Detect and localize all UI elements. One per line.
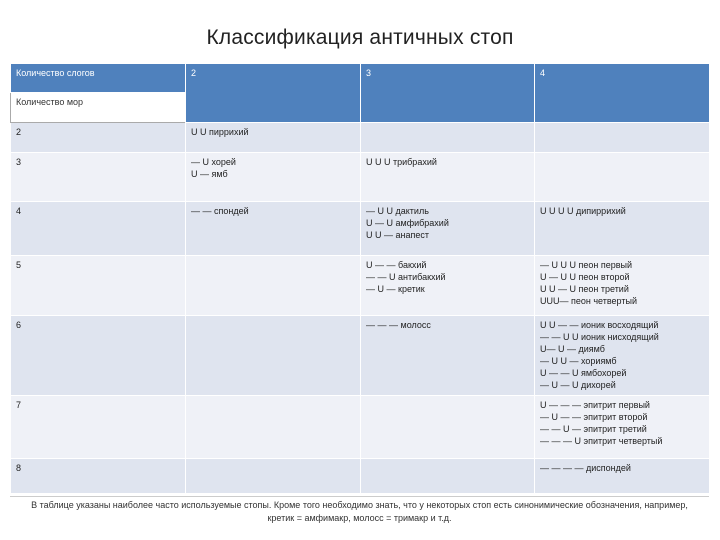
foot-cell [186, 459, 361, 494]
footnote-line: В таблице указаны наиболее часто используемые стопы. Кроме того необходимо знать, что у некоторых стоп есть синонимические обозначения, например, [31, 500, 688, 510]
table-row [11, 256, 710, 316]
foot-entry: U U — — ионик восходящий [540, 320, 659, 330]
foot-cell [361, 316, 535, 396]
foot-entry: — — — молосс [366, 320, 431, 330]
foot-entry: — — U U ионик нисходящий [540, 332, 659, 342]
foot-cell [361, 459, 535, 494]
mora-count-cell: 2 [11, 123, 186, 153]
foot-cell [535, 459, 710, 494]
foot-entry: U — U U пеон второй [540, 272, 630, 282]
foot-cell [535, 153, 710, 202]
foot-entry: UUU— пеон четвертый [540, 296, 637, 306]
table-row [11, 202, 710, 256]
foot-cell [535, 202, 710, 256]
foot-entry: U U U трибрахий [366, 157, 437, 167]
foot-entry: — U — кретик [366, 284, 425, 294]
foot-entry: — U хорей [191, 157, 236, 167]
column-header: 4 [535, 64, 710, 123]
foot-entry: — U U дактиль [366, 206, 429, 216]
foot-cell [535, 256, 710, 316]
column-header: 2 [186, 64, 361, 123]
mora-count-cell: 6 [11, 316, 186, 396]
page-title: Классификация античных стоп [206, 26, 514, 49]
foot-entry: U — — U ямбохорей [540, 368, 627, 378]
foot-entry: U U пиррихий [191, 127, 249, 137]
table-row [11, 153, 710, 202]
foot-entry: — — U — эпитрит третий [540, 424, 647, 434]
foot-entry: U — ямб [191, 169, 228, 179]
foot-cell [361, 123, 535, 153]
syllables-header: Количество слогов [11, 64, 186, 93]
foot-entry: — — спондей [191, 206, 249, 216]
mora-count-cell: 4 [11, 202, 186, 256]
foot-cell [535, 316, 710, 396]
foot-cell [186, 396, 361, 459]
column-header: 3 [361, 64, 535, 123]
mora-count-cell: 3 [11, 153, 186, 202]
foot-entry: — — — U эпитрит четвертый [540, 436, 663, 446]
foot-entry: U U U U дипиррихий [540, 206, 626, 216]
foot-entry: — — — — диспондей [540, 463, 631, 473]
foot-entry: — U U — хориямб [540, 356, 617, 366]
foot-entry: U— U — диямб [540, 344, 605, 354]
mora-count-cell: 5 [11, 256, 186, 316]
footnote-line: кретик = амфимакр, молосс = тримакр и т.д. [267, 513, 452, 523]
footnote [10, 496, 709, 525]
foot-cell [535, 396, 710, 459]
mora-header: Количество мор [11, 93, 186, 123]
table-header-row-syllables [11, 64, 710, 93]
mora-count-cell: 7 [11, 396, 186, 459]
foot-entry: U — — бакхий [366, 260, 427, 270]
mora-count-cell: 8 [11, 459, 186, 494]
foot-entry: U — — — эпитрит первый [540, 400, 650, 410]
foot-entry: — — U антибакхий [366, 272, 446, 282]
foot-cell [186, 123, 361, 153]
foot-cell [361, 396, 535, 459]
foot-entry: U — U амфибрахий [366, 218, 449, 228]
table-row [11, 459, 710, 494]
foot-cell [186, 256, 361, 316]
foot-entry: — U — U дихорей [540, 380, 616, 390]
foot-cell [361, 256, 535, 316]
foot-cell [361, 202, 535, 256]
foot-cell [186, 202, 361, 256]
feet-classification-table [10, 63, 710, 494]
table-row [11, 123, 710, 153]
foot-entry: U U — U пеон третий [540, 284, 629, 294]
foot-cell [361, 153, 535, 202]
foot-entry: — U U U пеон первый [540, 260, 633, 270]
table-row [11, 316, 710, 396]
foot-entry: — U — — эпитрит второй [540, 412, 648, 422]
foot-cell [535, 123, 710, 153]
foot-cell [186, 316, 361, 396]
foot-cell [186, 153, 361, 202]
foot-entry: U U — анапест [366, 230, 429, 240]
table-row [11, 396, 710, 459]
